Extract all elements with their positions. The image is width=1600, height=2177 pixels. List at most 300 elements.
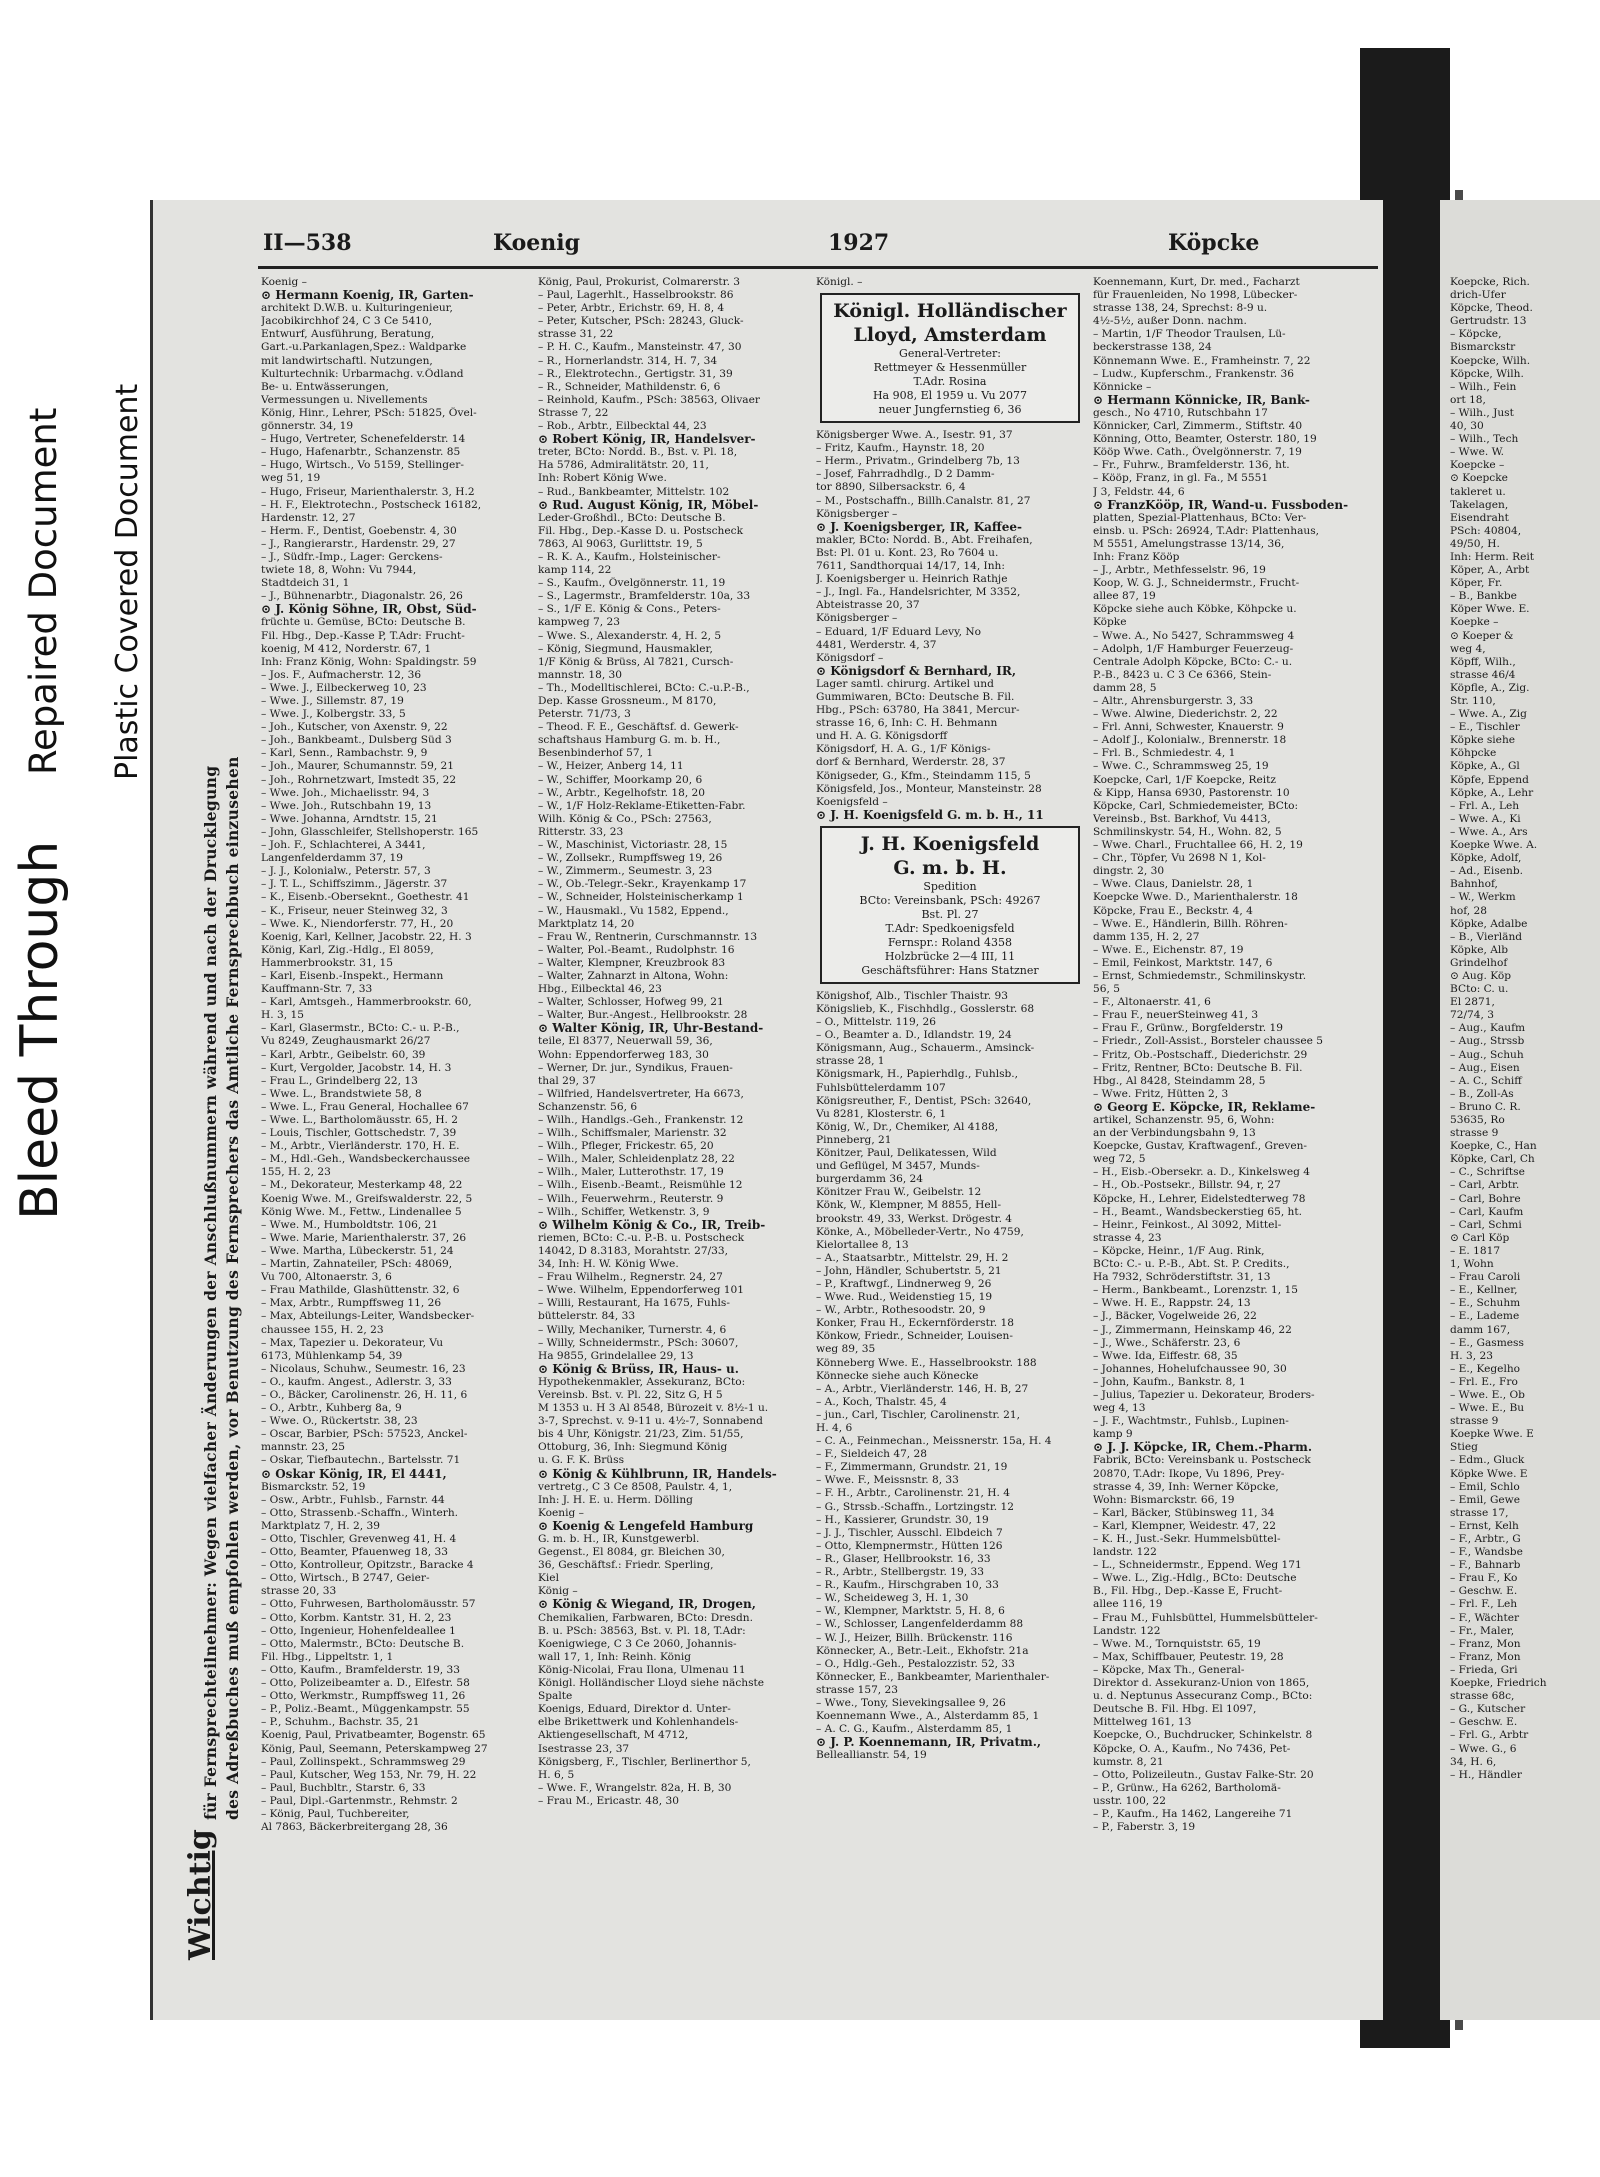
directory-entry: Belleallianstr. 54, 19 xyxy=(816,1749,927,1762)
directory-entry: – Wwe. A., Ars xyxy=(1450,825,1528,838)
directory-entry: – Aug., Strssb xyxy=(1450,1035,1525,1048)
directory-entry: – W., Heizer, Anberg 14, 11 xyxy=(538,760,684,773)
directory-entry: Königsberger – xyxy=(816,507,898,520)
directory-entry: – C., Schriftse xyxy=(1450,1166,1525,1179)
directory-entry: – O., Arbtr., Kuhberg 8a, 9 xyxy=(261,1402,402,1415)
directory-entry: H. 3, 15 xyxy=(261,1009,304,1022)
directory-entry: – Paul, Buchbltr., Starstr. 6, 33 xyxy=(261,1781,426,1794)
directory-entry: – Th., Modelltischlerei, BCto: C.-u.P.-B., xyxy=(538,681,750,694)
directory-entry: – H. F., Elektrotechn., Postscheck 16182, xyxy=(261,498,482,511)
directory-entry: 14042, D 8.3183, Morahtstr. 27/33, xyxy=(538,1244,729,1257)
directory-entry: Kauffmann-Str. 7, 33 xyxy=(261,983,373,996)
directory-entry: ⊙ Hermann Koenig, IR, Garten- xyxy=(261,289,474,303)
directory-entry: u. d. Neptunus Assecuranz Comp., BCto: xyxy=(1093,1690,1313,1703)
directory-entry: Königsmark, H., Papierhdlg., Fuhlsb., xyxy=(816,1068,1019,1081)
directory-entry: – Frl. G., Arbtr xyxy=(1450,1729,1529,1742)
directory-entry: Kööp Wwe. Cath., Övelgönnerstr. 7, 19 xyxy=(1093,446,1302,459)
directory-entry: – H., Kassierer, Grundstr. 30, 19 xyxy=(816,1513,989,1526)
directory-entry: – J. T. L., Schiffszimm., Jägerstr. 37 xyxy=(261,878,448,891)
directory-entry: Abteistrasse 20, 37 xyxy=(816,599,920,612)
directory-entry: – Max, Schiffbauer, Peutestr. 19, 28 xyxy=(1093,1650,1284,1663)
directory-entry: Marktplatz 7, H. 2, 39 xyxy=(261,1519,380,1532)
directory-entry: ⊙ Koenig & Lengefeld Hamburg xyxy=(538,1519,754,1533)
directory-entry: Koenigwiege, C 3 Ce 2060, Johannis- xyxy=(538,1637,737,1650)
directory-entry: – R., Arbtr., Stellbergstr. 19, 33 xyxy=(816,1566,984,1579)
directory-entry: – Wwe. E., Händlerin, Billh. Röhren- xyxy=(1093,917,1288,930)
directory-entry: – B., Vierländ xyxy=(1450,930,1523,943)
directory-entry: 34, Inh: H. W. König Wwe. xyxy=(538,1258,679,1271)
directory-entry: – Wwe. F., Meissnstr. 8, 33 xyxy=(816,1474,959,1487)
directory-entry: – R., Elektrotechn., Gertigstr. 31, 39 xyxy=(538,367,733,380)
directory-entry: Kiel xyxy=(538,1572,559,1585)
ad-koenigsfeld-title-1: J. H. Koenigsfeld xyxy=(860,832,1040,855)
directory-entry: – Wilh., Feuerwehrm., Reuterstr. 9 xyxy=(538,1192,724,1205)
directory-entry: einsb. u. PSch: 26924, T.Adr: Plattenhaus, xyxy=(1093,524,1320,537)
directory-entry: strasse 16, 6, Inh: C. H. Behmann xyxy=(816,717,998,730)
directory-entry: – W., Klempner, Marktstr. 5, H. 8, 6 xyxy=(816,1605,1005,1618)
directory-entry: – Wwe., Tony, Sievekingsallee 9, 26 xyxy=(816,1696,1006,1709)
directory-entry: gönnerstr. 34, 19 xyxy=(261,420,354,433)
directory-entry: Köpcke, Theod. xyxy=(1450,302,1533,315)
ad-koenigsfeld-line-6: Holzbrücke 2—4 III, 11 xyxy=(884,949,1016,963)
directory-entry: Könning, Otto, Beamter, Osterstr. 180, 19 xyxy=(1093,433,1317,446)
directory-entry: – Wwe. K., Niendorferstr. 77, H., 20 xyxy=(261,917,454,930)
directory-entry: weg 51, 19 xyxy=(261,472,321,485)
directory-entry: – Emil, Schlo xyxy=(1450,1480,1520,1493)
directory-entry: – Bruno C. R. xyxy=(1450,1100,1521,1113)
directory-entry: – W., Ob.-Telegr.-Sekr., Krayenkamp 17 xyxy=(538,878,747,891)
directory-entry: – Edm., Gluck xyxy=(1450,1454,1525,1467)
directory-entry: – Wwe. Ida, Eiffestr. 68, 35 xyxy=(1093,1349,1238,1362)
header-right-keyword: Köpcke xyxy=(1168,230,1260,256)
directory-entry: – Karl, Glasermstr., BCto: C.- u. P.-B., xyxy=(261,1022,460,1035)
directory-entry: König, W., Dr., Chemiker, Al 4188, xyxy=(816,1120,999,1133)
directory-entry: früchte u. Gemüse, BCto: Deutsche B. xyxy=(261,616,466,629)
directory-entry: – F., Wächter xyxy=(1450,1611,1520,1624)
directory-entry: beckerstrasse 138, 24 xyxy=(1093,341,1212,354)
directory-entry: – Wwe. Rud., Weidenstieg 15, 19 xyxy=(816,1291,993,1304)
directory-entry: – J. J., Kolonialw., Peterstr. 57, 3 xyxy=(261,865,431,878)
directory-entry: – J., Wwe., Schäferstr. 23, 6 xyxy=(1093,1336,1241,1349)
column-3 xyxy=(816,276,1084,1976)
directory-entry: ⊙ König & Kühlbrunn, IR, Handels- xyxy=(538,1467,777,1481)
directory-entry: – Hugo, Wirtsch., Vo 5159, Stellinger- xyxy=(261,459,464,472)
ad-lloyd-line-4: Ha 908, El 1959 u. Vu 2077 xyxy=(872,389,1028,403)
directory-entry: – Karl, Arbtr., Geibelstr. 60, 39 xyxy=(261,1048,426,1061)
directory-entry: ⊙ Wilhelm König & Co., IR, Treib- xyxy=(538,1218,766,1232)
directory-entry: Al 7863, Bäckerbreitergang 28, 36 xyxy=(261,1821,448,1834)
directory-entry: – Nicolaus, Schuhw., Seumestr. 16, 23 xyxy=(261,1362,466,1375)
directory-entry: M 5551, Amelungstrasse 13/14, 36, xyxy=(1093,537,1285,550)
directory-entry: Könnecker, A., Betr.-Leit., Ekhofstr. 21a xyxy=(816,1644,1029,1657)
directory-entry: Schmilinskystr. 54, H., Wohn. 82, 5 xyxy=(1093,825,1282,838)
directory-entry: weg 4, xyxy=(1450,642,1486,655)
directory-entry: Koenig – xyxy=(261,276,307,288)
directory-entry: – F., Sieldeich 47, 28 xyxy=(816,1448,928,1461)
directory-entry: – Peter, Arbtr., Erichstr. 69, H. 8, 4 xyxy=(538,302,725,315)
directory-entry: 72/74, 3 xyxy=(1450,1009,1495,1022)
directory-entry: Vermessungen u. Nivellements xyxy=(261,393,428,406)
directory-entry: – Wwe. L., Zig.-Hdlg., BCto: Deutsche xyxy=(1093,1572,1297,1585)
directory-entry: Gart.-u.Parkanlagen,Spez.: Waldparke xyxy=(261,341,467,354)
directory-entry: mit landwirtschaftl. Nutzungen, xyxy=(261,354,433,367)
directory-entry: – jun., Carl, Tischler, Carolinenstr. 21, xyxy=(816,1408,1020,1421)
directory-entry: – Paul, Lagerhlt., Hasselbrookstr. 86 xyxy=(538,289,734,302)
directory-entry: – Franz, Mon xyxy=(1450,1650,1521,1663)
directory-entry: ⊙ Carl Köp xyxy=(1450,1231,1510,1244)
directory-entry: mannstr. 23, 25 xyxy=(261,1441,346,1454)
directory-entry: – Wwe. E., Eichenstr. 87, 19 xyxy=(1093,943,1244,956)
directory-entry: Eisendraht xyxy=(1450,511,1509,524)
directory-entry: – Osw., Arbtr., Fuhlsb., Farnstr. 44 xyxy=(261,1493,445,1506)
directory-entry: – K. H., Just.-Sekr. Hummelsbüttel- xyxy=(1093,1533,1281,1545)
directory-entry: Hammerbrookstr. 31, 15 xyxy=(261,956,394,969)
directory-entry: – J., Arbtr., Methfesselstr. 96, 19 xyxy=(1093,564,1266,577)
directory-entry: – R., Kaufm., Hirschgraben 10, 33 xyxy=(816,1579,999,1592)
directory-entry: – Otto, Wirtsch., B 2747, Geier- xyxy=(261,1572,430,1585)
directory-entry: König-Nicolai, Frau Ilona, Ulmenau 11 xyxy=(538,1663,746,1676)
directory-entry: – Aug., Schuh xyxy=(1450,1048,1524,1061)
directory-entry: Königseder, G., Kfm., Steindamm 115, 5 xyxy=(816,769,1031,782)
directory-entry: Könnicke – xyxy=(1093,380,1152,393)
directory-entry: – Wilh., Schiffer, Wetkenstr. 3, 9 xyxy=(538,1205,710,1218)
directory-entry: – Wilh., Maler, Lutterothstr. 17, 19 xyxy=(538,1166,724,1179)
directory-entry: PSch: 40804, xyxy=(1450,524,1522,537)
directory-entry: – Wwe. Claus, Danielstr. 28, 1 xyxy=(1093,878,1254,891)
directory-entry: 1, Wohn xyxy=(1450,1258,1494,1271)
directory-entry: ⊙ Königsdorf & Bernhard, IR, xyxy=(816,664,1017,678)
directory-entry: & Kipp, Hansa 6930, Pastorenstr. 10 xyxy=(1093,786,1290,799)
directory-entry: u. G. F. K. Brüss xyxy=(538,1454,625,1467)
directory-entry: Vu 8281, Klosterstr. 6, 1 xyxy=(816,1107,947,1120)
directory-entry: Koepcke, Wilh. xyxy=(1450,354,1531,367)
directory-entry: ⊙ J. J. Köpcke, IR, Chem.-Pharm. xyxy=(1093,1441,1313,1455)
directory-entry: Jacobikirchhof 24, C 3 Ce 5410, xyxy=(261,315,433,328)
directory-entry: – H., Händler xyxy=(1450,1768,1522,1781)
directory-entry: Köpke, Adalbe xyxy=(1450,917,1528,930)
directory-entry: Gegenst., El 8084, gr. Bleichen 30, xyxy=(538,1546,725,1559)
directory-entry: – Wwe. W. xyxy=(1450,446,1505,459)
directory-entry: M 1353 u. H 3 Al 8548, Bürozeit v. 8½-1 u. xyxy=(538,1402,769,1415)
directory-entry: – W., Schneider, Holsteinischerkamp 1 xyxy=(538,891,744,904)
directory-entry: Aktiengesellschaft, M 4712, xyxy=(538,1729,689,1742)
directory-entry: – Geschw. E. xyxy=(1450,1585,1518,1598)
header-left-keyword: Koenig xyxy=(493,230,581,256)
ad-koenigsfeld-line-4: T.Adr: Spedkoenigsfeld xyxy=(885,921,1015,935)
directory-entry: ⊙ König & Brüss, IR, Haus- u. xyxy=(538,1362,739,1376)
directory-entry: – Willy, Mechaniker, Turnerstr. 4, 6 xyxy=(538,1323,727,1336)
directory-entry: Hypothekenmakler, Assekuranz, BCto: xyxy=(538,1375,746,1388)
directory-entry: – Wwe. Fritz, Hütten 2, 3 xyxy=(1093,1087,1229,1100)
directory-entry: – W., Scheideweg 3, H. 1, 30 xyxy=(816,1592,969,1605)
directory-entry: – J., Bühnenarbtr., Diagonalstr. 26, 26 xyxy=(261,590,463,603)
directory-entry: – S., Kaufm., Övelgönnerstr. 11, 19 xyxy=(538,577,726,590)
directory-entry: gesch., No 4710, Rutschbahn 17 xyxy=(1093,406,1268,419)
tag-repaired-document: Repaired Document xyxy=(22,407,65,775)
directory-entry: – Wwe. J., Sillemstr. 87, 19 xyxy=(261,695,404,707)
ad-lloyd-line-3: T.Adr. Rosina xyxy=(913,375,987,389)
directory-entry: ⊙ J. P. Koennemann, IR, Privatm., xyxy=(816,1736,1042,1750)
directory-entry: – Otto, Tischler, Grevenweg 41, H. 4 xyxy=(261,1533,457,1545)
directory-entry: – S., 1/F E. König & Cons., Peters- xyxy=(538,603,721,616)
directory-entry: Königl. – xyxy=(816,276,863,288)
directory-entry: – Hugo, Vertreter, Schenefelderstr. 14 xyxy=(261,433,466,446)
directory-entry: – J., Zimmermann, Heinskamp 46, 22 xyxy=(1093,1323,1292,1336)
directory-entry: Könneberg Wwe. E., Hasselbrookstr. 188 xyxy=(816,1356,1037,1369)
directory-entry: – H., Ob.-Postsekr., Billstr. 94, r, 27 xyxy=(1093,1179,1281,1192)
directory-entry: – Frl. Anni, Schwester, Knauerstr. 9 xyxy=(1093,721,1284,734)
directory-entry: – Louis, Tischler, Gottschedstr. 7, 39 xyxy=(261,1127,457,1140)
directory-entry: Könnicker, Carl, Zimmerm., Stiftstr. 40 xyxy=(1093,420,1303,433)
directory-entry: – Frau Caroli xyxy=(1450,1271,1521,1284)
directory-entry: Leder-Großhdl., BCto: Deutsche B. xyxy=(538,511,726,524)
directory-entry: – W., Arbtr., Kegelhofstr. 18, 20 xyxy=(538,786,706,799)
directory-entry: Könnecker, E., Bankbeamter, Marienthaler- xyxy=(816,1670,1050,1683)
directory-entry: BCto: C. u. xyxy=(1450,983,1509,996)
directory-entry: teile, El 8377, Neuerwall 59, 36, xyxy=(538,1035,713,1048)
directory-entry: 155, H. 2, 23 xyxy=(261,1166,331,1179)
directory-entry: Könke, A., Möbelleder-Vertr., No 4759, xyxy=(816,1225,1024,1238)
directory-entry: – Adolph, 1/F Hamburger Feuerzeug- xyxy=(1093,642,1294,655)
directory-entry: – Otto, Polizeileutn., Gustav Falke-Str. 20 xyxy=(1093,1768,1314,1781)
directory-entry: – Eduard, 1/F Eduard Levy, No xyxy=(816,625,982,638)
directory-entry: – J., Südfr.-Imp., Lager: Gerckens- xyxy=(261,550,443,563)
directory-entry: – Carl, Bohre xyxy=(1450,1192,1521,1205)
directory-entry: ⊙ Robert König, IR, Handelsver- xyxy=(538,433,756,447)
directory-entry: – Emil, Gewe xyxy=(1450,1493,1521,1506)
directory-entry: – Rob., Arbtr., Eilbecktal 44, 23 xyxy=(538,420,707,433)
directory-entry: Hbg., PSch: 63780, Ha 3841, Mercur- xyxy=(816,704,1020,717)
directory-entry: Köpcke, H., Lehrer, Eidelstedterweg 78 xyxy=(1093,1192,1306,1205)
directory-entry: Königsdorf – xyxy=(816,651,884,664)
directory-entry: – Heinr., Feinkost., Al 3092, Mittel- xyxy=(1093,1218,1282,1231)
directory-entry: – Joh., Kutscher, von Axenstr. 9, 22 xyxy=(261,721,448,734)
directory-entry: – Franz, Mon xyxy=(1450,1637,1521,1650)
directory-entry: platten, Spezial-Plattenhaus, BCto: Ver- xyxy=(1093,511,1307,524)
directory-entry: – Wwe. L., Bartholomäusstr. 65, H. 2 xyxy=(261,1114,459,1126)
directory-entry: Ritterstr. 33, 23 xyxy=(538,825,624,838)
directory-entry: – Joh., Bankbeamt., Dulsberg Süd 3 xyxy=(261,734,452,747)
directory-entry: – Willy, Schneidermstr., PSch: 30607, xyxy=(538,1336,739,1349)
directory-entry: G. m. b. H., IR, Kunstgewerbl. xyxy=(538,1533,700,1545)
column-4 xyxy=(1093,276,1378,1976)
directory-entry: – R., Glaser, Hellbrookstr. 16, 33 xyxy=(816,1552,991,1565)
column-1 xyxy=(261,276,529,1976)
directory-entry: Köpke Wwe. E xyxy=(1450,1467,1528,1480)
directory-entry: takleret u. xyxy=(1450,485,1506,498)
directory-entry: – Fritz, Ob.-Postschaff., Diederichstr. 29 xyxy=(1093,1048,1308,1061)
directory-entry: P.-B., 8423 u. C 3 Ce 6366, Stein- xyxy=(1093,668,1272,681)
directory-entry: – W., Hausmakl., Vu 1582, Eppend., xyxy=(538,904,729,917)
directory-entry: landstr. 122 xyxy=(1093,1546,1157,1559)
directory-entry: Königsreuther, F., Dentist, PSch: 32640, xyxy=(816,1094,1032,1107)
directory-entry: – Ernst, Schmiedemstr., Schmilinskystr. xyxy=(1093,969,1307,982)
directory-entry: – Theod. F. E., Geschäftsf. d. Gewerk- xyxy=(538,721,739,734)
directory-entry: – J. F., Wachtmstr., Fuhlsb., Lupinen- xyxy=(1093,1415,1289,1428)
directory-entry: – Wwe. L., Brandstwiete 58, 8 xyxy=(261,1087,422,1100)
directory-entry: – M., Dekorateur, Mesterkamp 48, 22 xyxy=(261,1179,463,1192)
directory-entry: Direktor d. Assekuranz-Union von 1865, xyxy=(1093,1677,1310,1690)
directory-entry: – W. J., Heizer, Billh. Brückenstr. 116 xyxy=(816,1631,1013,1644)
directory-entry: – E., Tischler xyxy=(1450,721,1520,734)
directory-entry: und Geflügel, M 3457, Munds- xyxy=(816,1160,980,1173)
directory-entry: Koop, W. G. J., Schneidermstr., Frucht- xyxy=(1093,577,1300,590)
directory-entry: – Geschw. E. xyxy=(1450,1716,1518,1729)
directory-entry: – W., Werkm xyxy=(1450,891,1516,904)
directory-entry: – Frl. A., Leh xyxy=(1450,799,1520,812)
directory-entry: – Max, Arbtr., Rumpffsweg 11, 26 xyxy=(261,1297,442,1310)
directory-entry: Koenig, Karl, Kellner, Jacobstr. 22, H. 3 xyxy=(261,930,472,943)
directory-entry: chaussee 155, H. 2, 23 xyxy=(261,1323,384,1336)
directory-entry: – Wwe. Marie, Marienthalerstr. 37, 26 xyxy=(261,1231,467,1244)
directory-entry: H. 6, 5 xyxy=(538,1768,575,1781)
directory-entry: – W., Arbtr., Rothesoodstr. 20, 9 xyxy=(816,1304,986,1317)
directory-entry: – O., Beamter a. D., Idlandstr. 19, 24 xyxy=(816,1029,1012,1042)
directory-entry: – Wwe. Martha, Lübeckerstr. 51, 24 xyxy=(261,1244,454,1257)
directory-entry: König, Karl, Zig.-Hdlg., El 8059, xyxy=(261,943,434,956)
directory-entry: ⊙ J. Koenigsberger, IR, Kaffee- xyxy=(816,520,1022,534)
directory-entry: Koepcke – xyxy=(1450,459,1505,472)
directory-entry: – Frieda, Gri xyxy=(1450,1663,1518,1676)
directory-entry: Vu 8249, Zeughausmarkt 26/27 xyxy=(261,1035,431,1048)
directory-entry: Inh: J. H. E. u. Herm. Dölling xyxy=(538,1493,693,1506)
directory-entry: – Frau L., Grindelberg 22, 13 xyxy=(261,1074,418,1087)
directory-entry: – K., Eisenb.-Oberseknt., Goethestr. 41 xyxy=(261,891,470,904)
directory-entry: – Karl, Amtsgeh., Hammerbrookstr. 60, xyxy=(261,996,472,1009)
directory-entry: – Kurt, Vergolder, Jacobstr. 14, H. 3 xyxy=(261,1061,452,1074)
directory-entry: Konker, Frau H., Eckernförderstr. 18 xyxy=(816,1317,1014,1330)
directory-entry: – Otto, Fuhrwesen, Bartholomäusstr. 57 xyxy=(261,1598,476,1611)
directory-entry: – A. C. G., Kaufm., Alsterdamm 85, 1 xyxy=(816,1723,1013,1736)
directory-entry: – E., Lademe xyxy=(1450,1310,1520,1323)
directory-entry: Koepcke, Rich. xyxy=(1450,276,1530,288)
directory-entry: strasse 28, 1 xyxy=(816,1055,885,1068)
directory-entry: Königsberger Wwe. A., Isestr. 91, 37 xyxy=(816,429,1013,442)
directory-entry: 56, 5 xyxy=(1093,983,1120,996)
directory-entry: Wohn: Bismarckstr. 66, 19 xyxy=(1093,1493,1235,1506)
directory-entry: strasse 4, 39, Inh: Werner Köpcke, xyxy=(1093,1480,1279,1493)
directory-entry: König – xyxy=(538,1585,578,1598)
directory-entry: – Wwe. M., Humboldtstr. 106, 21 xyxy=(261,1218,439,1231)
tag-plastic-covered-document: Plastic Covered Document xyxy=(110,383,145,780)
side-notice-line-2: des Adreßbuches muß empfohlen werden, vor Benutzung des Fernsprechers das Amtliche Fernsprechbuch einzusehen xyxy=(223,756,242,1820)
directory-entry: Königl. Holländischer Lloyd siehe nächste xyxy=(538,1677,765,1690)
directory-entry: dingstr. 2, 30 xyxy=(1093,865,1165,878)
directory-entry: – Wwe. L., Frau General, Hochallee 67 xyxy=(261,1100,469,1113)
directory-entry: – Willi, Restaurant, Ha 1675, Fuhls- xyxy=(538,1297,730,1310)
directory-entry: Isestrasse 23, 37 xyxy=(538,1742,630,1755)
directory-entry: – A., Staatsarbtr., Mittelstr. 29, H. 2 xyxy=(816,1251,1009,1264)
directory-entry: Ha 5786, Admiralitätstr. 20, 11, xyxy=(538,459,709,472)
directory-entry: 34, H. 6, xyxy=(1450,1755,1497,1768)
directory-entry: Könk, W., Klempner, M 8855, Hell- xyxy=(816,1199,1002,1212)
directory-entry: – Friedr., Zoll-Assist., Borsteler chaussee 5 xyxy=(1093,1035,1324,1048)
directory-entry: Köpcke, Frau E., Beckstr. 4, 4 xyxy=(1093,904,1253,917)
directory-entry: – M., Arbtr., Vierländerstr. 170, H. E. xyxy=(261,1140,460,1153)
directory-entry: – F. H., Arbtr., Carolinenstr. 21, H. 4 xyxy=(816,1487,1011,1500)
directory-entry: – Frl. E., Fro xyxy=(1450,1375,1518,1388)
directory-entry: ⊙ Walter König, IR, Uhr-Bestand- xyxy=(538,1022,764,1036)
directory-entry: Königshof, Alb., Tischler Thaistr. 93 xyxy=(816,989,1008,1002)
directory-entry: Köpke, Carl, Ch xyxy=(1450,1153,1535,1166)
directory-entry: büttelerstr. 84, 33 xyxy=(538,1310,636,1323)
directory-entry: strasse 46/4 xyxy=(1450,668,1516,681)
directory-entry: – Köpcke, xyxy=(1450,328,1502,341)
column-5 xyxy=(1450,276,1600,1782)
directory-entry: Bismarckstr. 52, 19 xyxy=(261,1480,366,1493)
directory-entry: – John, Händler, Schubertstr. 5, 21 xyxy=(816,1264,1002,1277)
directory-entry: Stadtdeich 31, 1 xyxy=(261,577,350,590)
directory-entry: Köpke xyxy=(1093,616,1127,629)
directory-entry: – Wwe. J., Eilbeckerweg 10, 23 xyxy=(261,681,427,694)
directory-entry: für Frauenleiden, No 1998, Lübecker- xyxy=(1093,289,1298,302)
directory-entry: Vereinsb., Bst. Barkhof, Vu 4413, xyxy=(1093,812,1271,825)
directory-entry: Landstr. 122 xyxy=(1093,1624,1161,1637)
directory-entry: – Wwe. Joh., Michaelisstr. 94, 3 xyxy=(261,786,430,799)
directory-entry: – Wwe. Johanna, Arndtstr. 15, 21 xyxy=(261,812,438,825)
directory-entry: ⊙ König & Wiegand, IR, Drogen, xyxy=(538,1598,756,1612)
directory-entry: Köpff, Wilh., xyxy=(1450,655,1516,668)
header-year: 1927 xyxy=(828,230,890,256)
directory-entry: Koenigs, Eduard, Direktor d. Unter- xyxy=(538,1703,731,1716)
directory-entry: 7611, Sandthorquai 14/17, 14, Inh: xyxy=(816,560,1005,573)
directory-entry: Fil. Hbg., Dep.-Kasse D. u. Postscheck xyxy=(538,524,743,537)
directory-entry: Koenig – xyxy=(538,1506,584,1519)
directory-entry: ⊙ Hermann Könnicke, IR, Bank- xyxy=(1093,393,1310,407)
directory-entry: Koepke – xyxy=(1450,616,1499,629)
directory-entry: strasse 9 xyxy=(1450,1415,1499,1428)
directory-entry: – W., Schlosser, Langenfelderdamm 88 xyxy=(816,1618,1024,1631)
directory-entry: 7863, Al 9063, Gurlittstr. 19, 5 xyxy=(538,537,703,550)
directory-entry: Königsfeld, Jos., Monteur, Mansteinstr. 28 xyxy=(816,782,1042,795)
ad-hollaendischer-lloyd xyxy=(820,293,1080,423)
directory-entry: – E. 1817 xyxy=(1450,1244,1501,1257)
directory-entry: Vu 700, Altonaerstr. 3, 6 xyxy=(261,1271,392,1284)
directory-entry: ⊙ Aug. Köp xyxy=(1450,969,1512,982)
directory-entry: – M., Postschaffn., Billh.Canalstr. 81, 27 xyxy=(816,494,1031,507)
directory-entry: – Karl, Klempner, Weidestr. 47, 22 xyxy=(1093,1519,1276,1532)
directory-entry: – Wwe. Alwine, Diederichstr. 2, 22 xyxy=(1093,708,1278,721)
directory-entry: Köpke, Alb xyxy=(1450,943,1509,956)
directory-entry: – Johannes, Hohelufchaussee 90, 30 xyxy=(1093,1362,1287,1375)
directory-entry: – F., Bahnarb xyxy=(1450,1559,1521,1572)
directory-entry: – Wwe. M., Tornquiststr. 65, 19 xyxy=(1093,1637,1261,1650)
ad-koenigsfeld-line-3: Bst. Pl. 27 xyxy=(921,907,979,921)
directory-entry: – F., Arbtr., G xyxy=(1450,1533,1521,1545)
tag-bleed-through: Bleed Through xyxy=(10,840,70,1220)
directory-entry: Königsberg, F., Tischler, Berlinerthor 5, xyxy=(538,1755,751,1768)
ad-lloyd-line-5: neuer Jungfernstieg 6, 36 xyxy=(878,403,1022,417)
directory-entry: – L., Schneidermstr., Eppend. Weg 171 xyxy=(1093,1559,1302,1572)
directory-entry: Hbg., Eilbecktal 46, 23 xyxy=(538,983,662,996)
directory-entry: Koenig, Paul, Privatbeamter, Bogenstr. 65 xyxy=(261,1729,486,1742)
directory-entry: – Otto, Malermstr., BCto: Deutsche B. xyxy=(261,1637,465,1650)
ad-koenigsfeld-title-2: G. m. b. H. xyxy=(893,856,1007,879)
directory-entry: ⊙ Koepcke xyxy=(1450,472,1508,485)
directory-entry: H. 3, 23 xyxy=(1450,1349,1493,1362)
directory-entry: – Reinhold, Kaufm., PSch: 38563, Olivaer xyxy=(538,393,760,406)
ad-koenigsfeld-line-1: Spedition xyxy=(923,879,977,893)
directory-entry: – Aug., Kaufm xyxy=(1450,1022,1526,1035)
directory-entry: – K., Friseur, neuer Steinweg 32, 3 xyxy=(261,904,448,917)
directory-entry: ⊙ Rud. August König, IR, Möbel- xyxy=(538,498,759,512)
directory-entry: – Frau W., Rentnerin, Curschmannstr. 13 xyxy=(538,930,758,943)
directory-entry: – Wwe. E., Bu xyxy=(1450,1402,1525,1415)
directory-entry: – Jos. F., Aufmacherstr. 12, 36 xyxy=(261,668,422,681)
directory-entry: – Adolf J., Kolonialw., Brennerstr. 18 xyxy=(1093,734,1287,747)
directory-entry: Lager samtl. chirurg. Artikel und xyxy=(816,677,994,690)
directory-entry: – E., Schuhm xyxy=(1450,1297,1521,1310)
